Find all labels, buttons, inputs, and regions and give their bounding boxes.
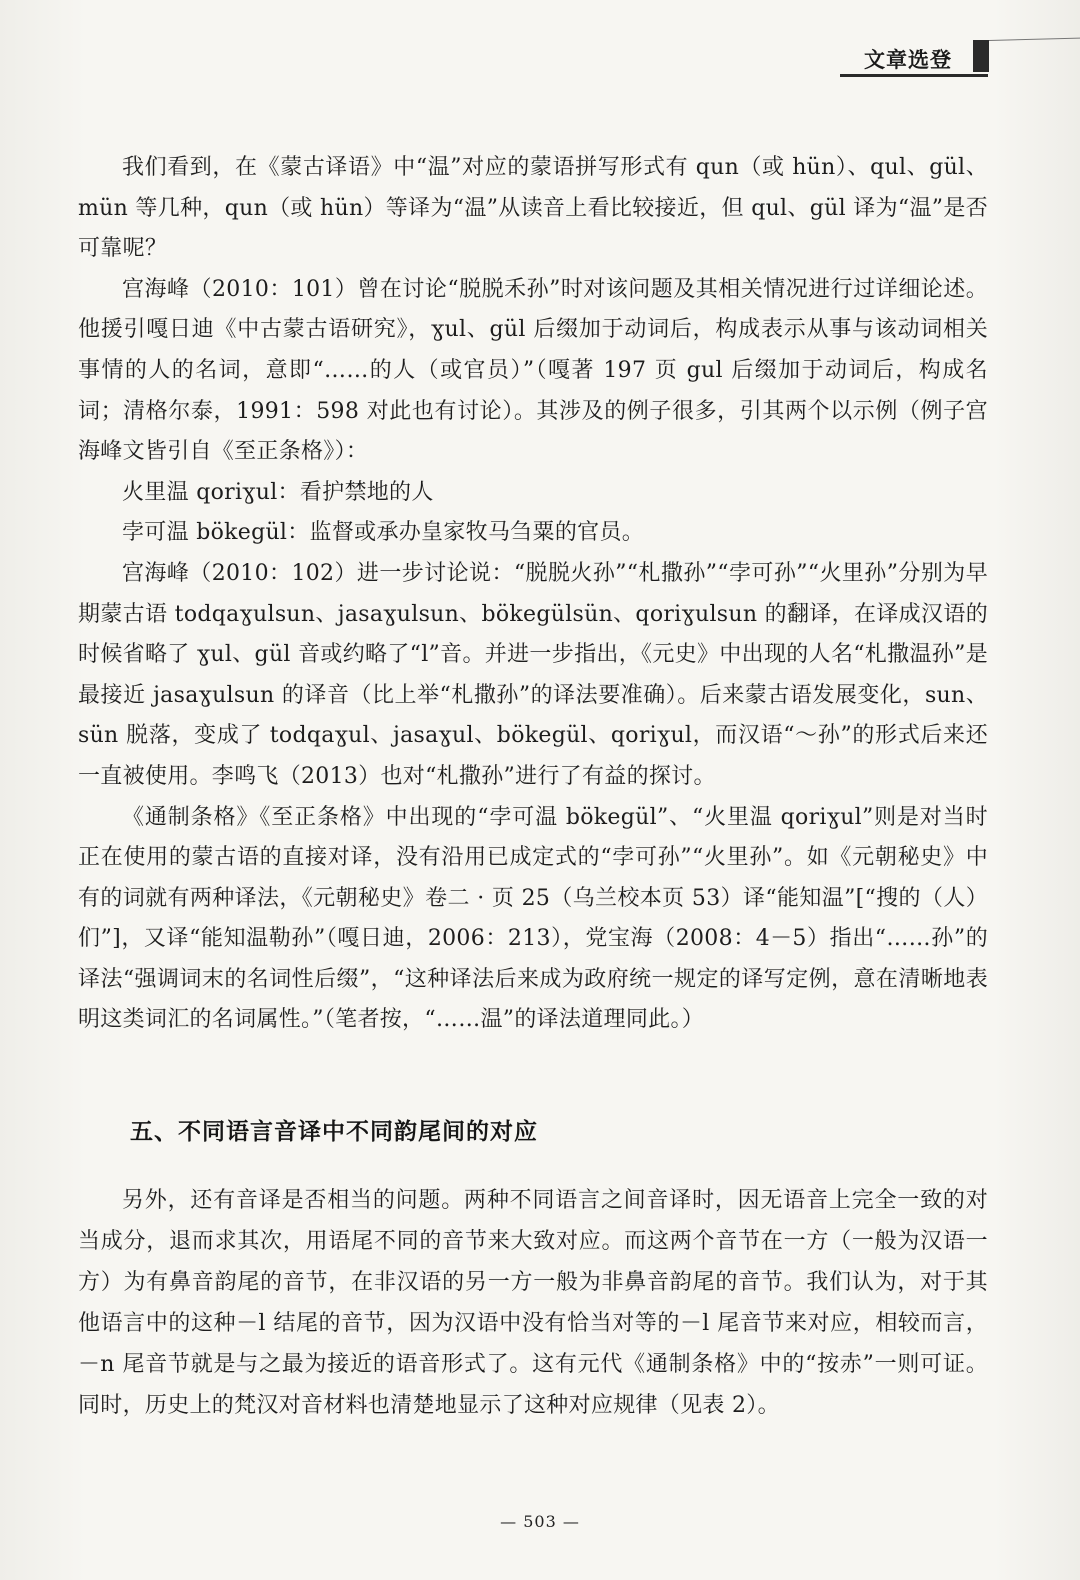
example-line: 孛可温 bökegül：监督或承办皇家牧马刍粟的官员。: [122, 520, 645, 546]
paragraph: 我们看到，在《蒙古译语》中“温”对应的蒙语拼写形式有 qun（或 hün）、qul、gül、mün 等几种，qun（或 hün）等译为“温”从读音上看比较接近，但 qul、gül 译为“温”是否可靠呢？: [78, 155, 988, 262]
page-number: — 503 —: [500, 1512, 580, 1531]
paragraph: 《通制条格》《至正条格》中出现的“孛可温 bökegül”、“火里温 qoriɣul”则是对当时正在使用的蒙古语的直接对译，没有沿用已成定式的“孛可孙”“火里孙”。如《元朝秘史》中有的词就有两种译法，《元朝秘史》卷二 · 页 25（乌兰校本页 53）译“能知温”[“搜的（人）们”]，又译“能知温勒孙”（嘎日迪，2006：213），党宝海（2008：4－5）指出“……孙”的译法“强调词末的名词性后缀”，“这种译法后来成为政府统一规定的译写定例，意在清晰地表明这类词汇的名词属性。”（笔者按，“……温”的译法道理同此。）: [78, 804, 988, 1033]
section-label: 文章选登: [864, 48, 952, 72]
body-text-upper: [78, 148, 988, 1041]
header-rule: [840, 74, 988, 77]
running-header: [840, 40, 1080, 76]
body-text-lower: [78, 1180, 988, 1426]
example-line: 火里温 qoriɣul：看护禁地的人: [122, 479, 434, 505]
paragraph: 宫海峰（2010：102）进一步讨论说：“脱脱火孙”“札撒孙”“孛可孙”“火里孙”分别为早期蒙古语 todqaɣulsun、jasaɣulsun、bökegülsün、qoriɣulsun 的翻译，在译成汉语的时候省略了 ɣul、gül 音或约略了“l”音。并进一步指出，《元史》中出现的人名“札撒温孙”是最接近 jasaɣulsun 的译音（比上举“札撒孙”的译法要准确）。后来蒙古语发展变化，sun、sün 脱落，变成了 todqaɣul、jasaɣul、bökegül、qoriɣul，而汉语“～孙”的形式后来还一直被使用。李鸣飞（2013）也对“札撒孙”进行了有益的探讨。: [78, 560, 988, 789]
paragraph: 宫海峰（2010：101）曾在讨论“脱脱禾孙”时对该问题及其相关情况进行过详细论述。他援引嘎日迪《中古蒙古语研究》，ɣul、gül 后缀加于动词后，构成表示从事与该动词相关事情的人的名词，意即“……的人（或官员）”（嘎著 197 页 gul 后缀加于动词后，构成名词；清格尔泰，1991：598 对此也有讨论）。其涉及的例子很多，引其两个以示例（例子宫海峰文皆引自《至正条格》）：: [78, 276, 988, 465]
paragraph: 另外，还有音译是否相当的问题。两种不同语言之间音译时，因无语音上完全一致的对当成分，退而求其次，用语尾不同的音节来大致对应。而这两个音节在一方（一般为汉语一方）为有鼻音韵尾的音节，在非汉语的另一方一般为非鼻音韵尾的音节。我们认为，对于其他语言中的这种－l 结尾的音节，因为汉语中没有恰当对等的－l 尾音节来对应，相较而言，－n 尾音节就是与之最为接近的语音形式了。这有元代《通制条格》中的“按赤”一则可证。同时，历史上的梵汉对音材料也清楚地显示了这种对应规律（见表 2）。: [78, 1188, 988, 1418]
section-heading: 五、不同语言音译中不同韵尾间的对应: [130, 1119, 538, 1145]
header-hairline: [989, 37, 1080, 41]
header-marker-block: [973, 40, 989, 72]
